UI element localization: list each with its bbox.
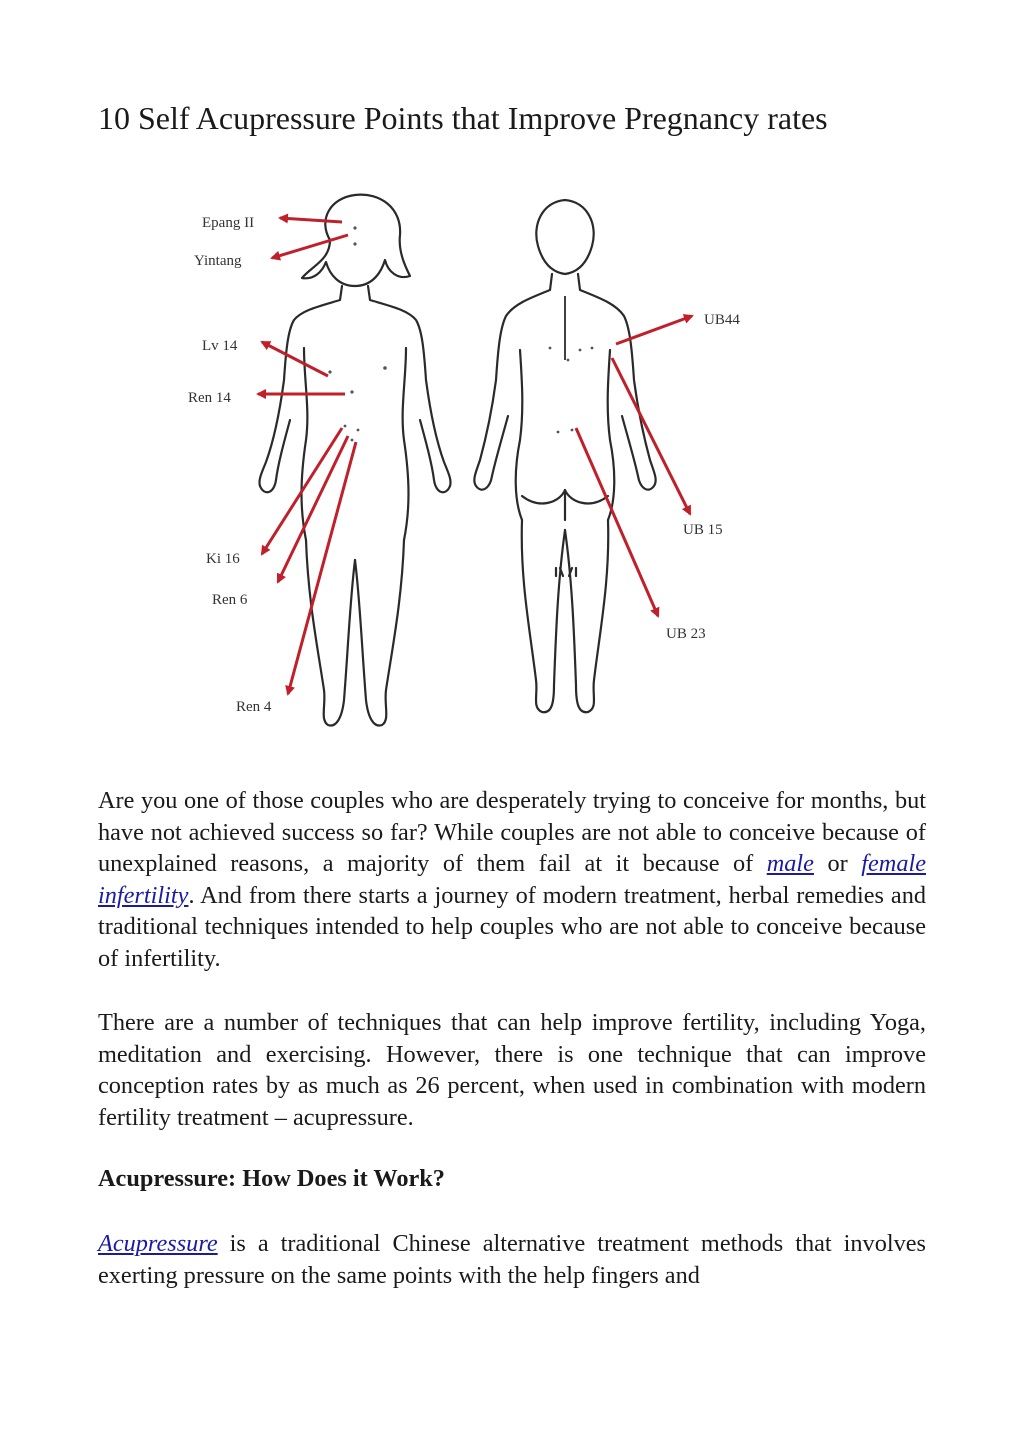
front-point-dots <box>328 226 386 441</box>
label-ren4: Ren 4 <box>236 699 272 715</box>
label-lv14: Lv 14 <box>202 338 238 354</box>
female-infertility-link[interactable]: female infertility <box>98 850 926 909</box>
label-ren6: Ren 6 <box>212 592 248 608</box>
intro-paragraph <box>98 785 926 975</box>
intro-text-2: or <box>813 850 862 878</box>
section-heading: Acupressure: How Does it Work? <box>98 1165 445 1192</box>
techniques-paragraph: There are a number of techniques that can help improve fertility, including Yoga, meditation and exercising. However, there is one technique that can improve conception rates by as much as 26 percent, when used in combination with modern fertility treatment – acupressure. <box>98 1009 926 1131</box>
acupressure-text: is a traditional Chinese alternative treatment methods that involves exerting pressure on the same points with the help fingers and <box>98 1230 926 1289</box>
intro-text-3: . And from there starts a journey of modern treatment, herbal remedies and traditional techniques intended to help couples who are not able to conceive because of infertility. <box>98 881 926 972</box>
front-body-outline <box>259 195 450 726</box>
pointer-arrows <box>258 218 692 694</box>
acupressure-link[interactable]: Acupressure <box>98 1230 218 1257</box>
label-ki16: Ki 16 <box>206 551 240 567</box>
label-ub23: UB 23 <box>666 626 706 642</box>
male-infertility-link[interactable]: male <box>766 850 814 878</box>
page-title: 10 Self Acupressure Points that Improve Pregnancy rates <box>98 100 828 136</box>
label-yintang: Yintang <box>194 253 242 269</box>
label-ren14: Ren 14 <box>188 390 231 406</box>
back-point-dots <box>549 347 594 434</box>
intro-text-1: Are you one of those couples who are desperately trying to conceive for months, but have not achieved success so far? While couples are not able to conceive because of unexplained reasons, a majority of them fail at it because of <box>98 787 926 878</box>
label-ub44: UB44 <box>704 312 740 328</box>
acupressure-points-diagram <box>180 180 780 740</box>
back-body-outline <box>474 200 655 712</box>
label-ub15: UB 15 <box>683 522 723 538</box>
body-outline-figure <box>180 180 780 740</box>
label-epang-ii: Epang II <box>202 215 255 231</box>
acupressure-paragraph <box>98 1228 926 1291</box>
